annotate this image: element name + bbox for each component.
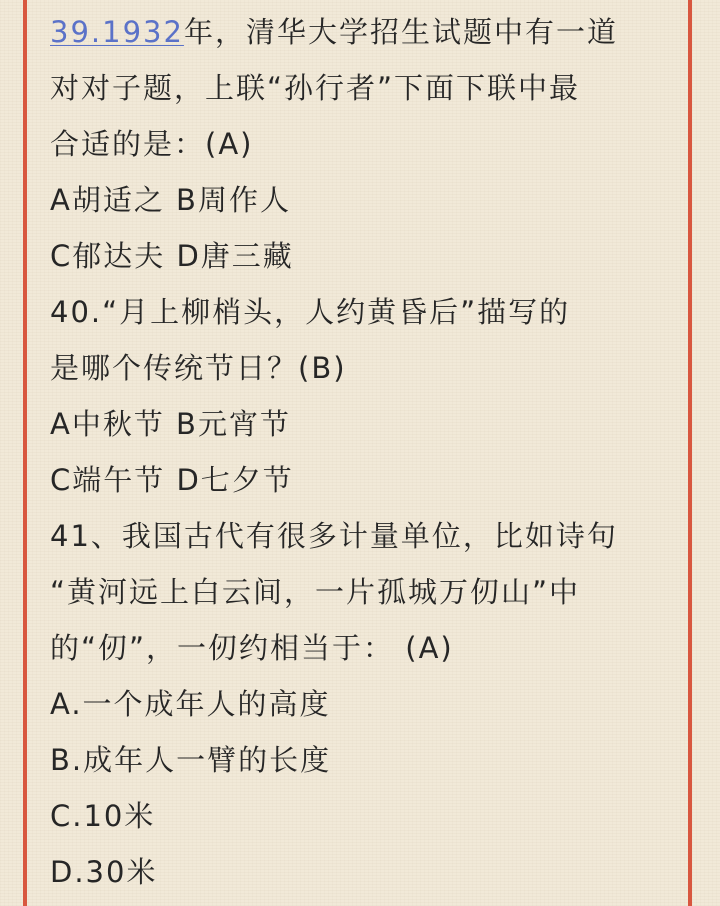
q41-line-2: “黄河远上白云间，一片孤城万仞山”中 bbox=[50, 575, 581, 609]
q41-option-b: B.成年人一臂的长度 bbox=[50, 743, 332, 777]
q39-options-ab: A胡适之 B周作人 bbox=[50, 183, 291, 217]
q40-line-1: 40.“月上柳梢头，人约黄昏后”描写的 bbox=[50, 295, 571, 329]
q40-options-ab: A中秋节 B元宵节 bbox=[50, 407, 291, 441]
q41-option-d: D.30米 bbox=[50, 855, 158, 889]
q39-number-link[interactable]: 39.1932 bbox=[50, 15, 184, 49]
q39-line-1-text: 年，清华大学招生试题中有一道 bbox=[183, 15, 618, 49]
left-border-rule bbox=[23, 0, 27, 906]
q39-options-cd: C郁达夫 D唐三藏 bbox=[50, 239, 294, 273]
quiz-text bbox=[50, 4, 678, 900]
q41-line-3: 的“仞”，一仞约相当于： (A) bbox=[50, 631, 454, 665]
q39-line-3: 合适的是：(A) bbox=[50, 127, 254, 161]
q41-line-1: 41、我国古代有很多计量单位，比如诗句 bbox=[50, 519, 618, 553]
q41-option-c: C.10米 bbox=[50, 799, 156, 833]
q39-line-1 bbox=[50, 4, 678, 60]
q39-line-2: 对对子题，上联“孙行者”下面下联中最 bbox=[50, 71, 581, 105]
q40-line-2: 是哪个传统节日？(B) bbox=[50, 351, 347, 385]
right-border-rule bbox=[688, 0, 692, 906]
q40-options-cd: C端午节 D七夕节 bbox=[50, 463, 294, 497]
q41-option-a: A.一个成年人的高度 bbox=[50, 687, 331, 721]
